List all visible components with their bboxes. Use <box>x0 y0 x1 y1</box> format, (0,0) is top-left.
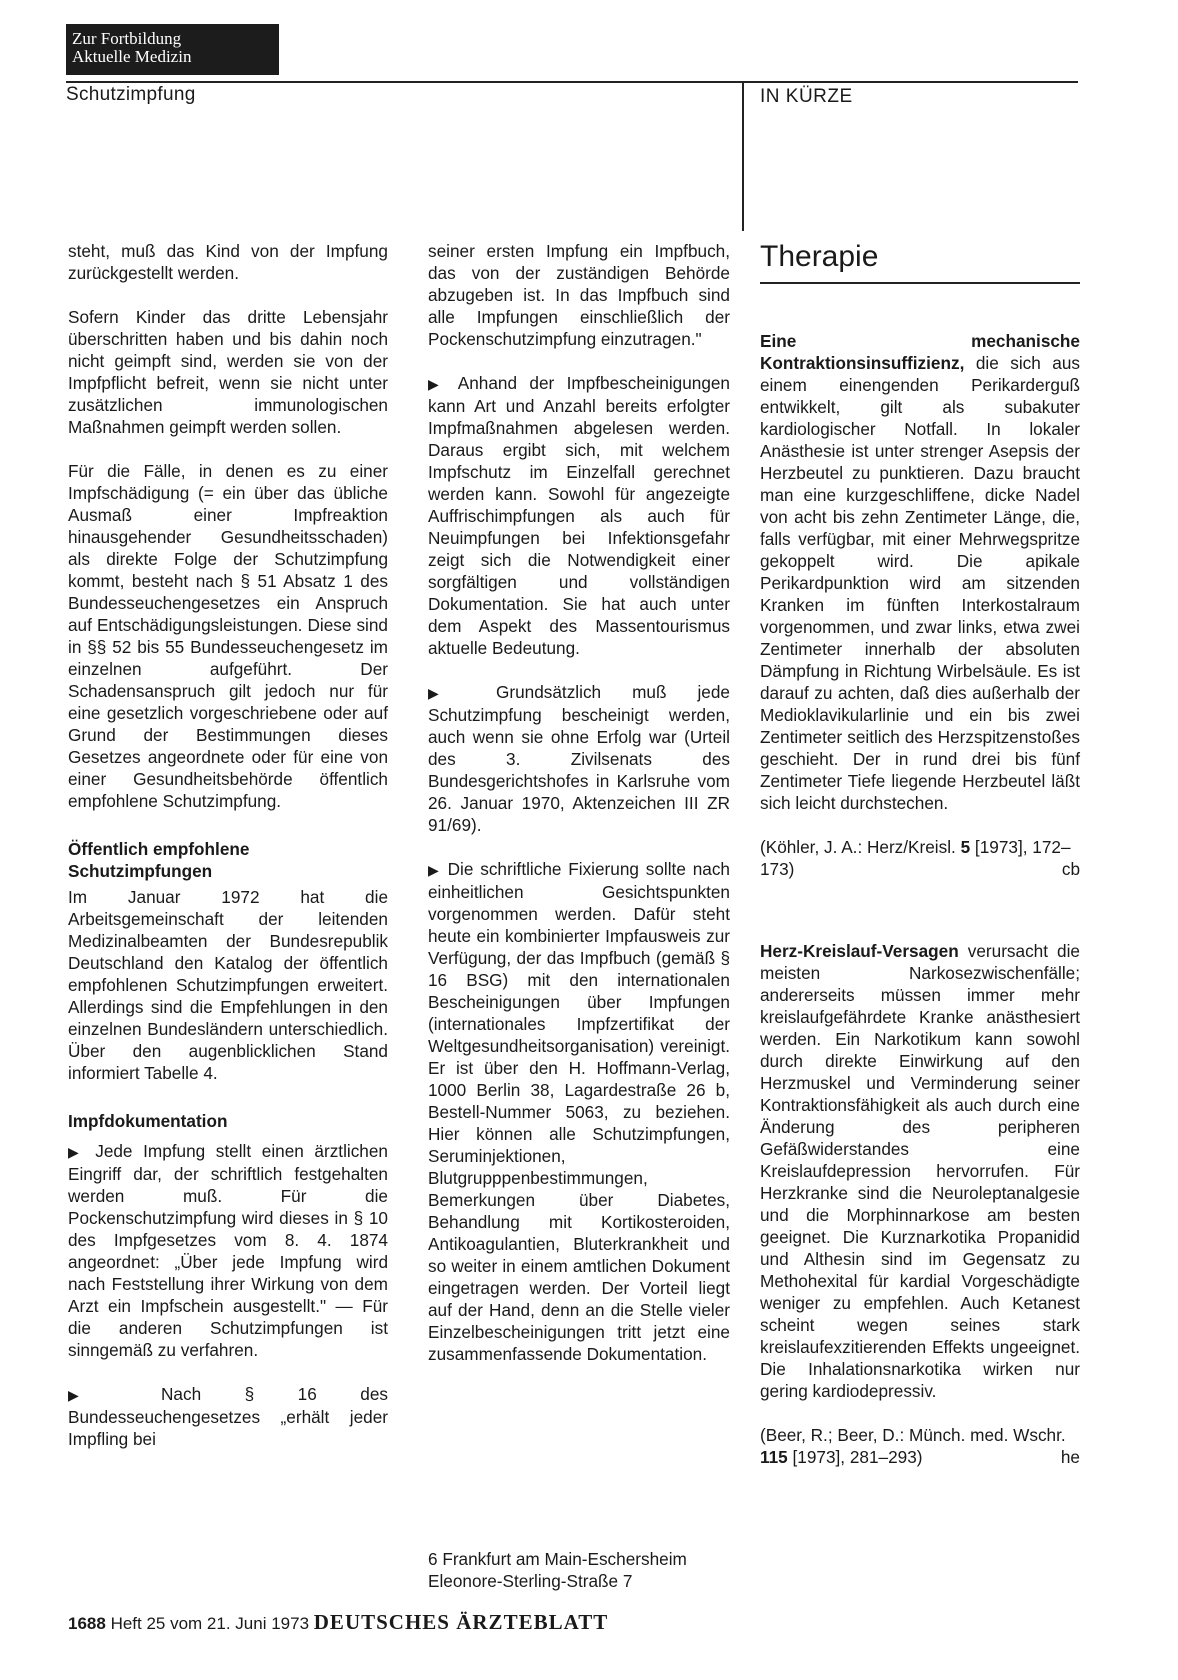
rubric-box <box>66 24 279 75</box>
reference: (Köhler, J. A.: Herz/Kreisl. 5 [1973], 172–173) cb <box>760 836 1080 879</box>
paragraph: Eine mechanische Kontraktionsinsuffizienz, die sich aus einem einengenden Perikarderguß entwikkelt, gilt als subakuter kardiologischer Notfall. In lokaler Anästhesie ist unter strenger Asepsis der Herzbeutel zu punktieren. Dazu braucht man eine kurzgeschliffene, dicke Nadel von acht bis zehn Zentimeter Länge, die, falls verfügbar, mit einer Mehrwegspritze gekoppelt wird. Die apikale Perikardpunktion wird am sitzenden Kranken im fünften Interkostalraum vorgenommen, und zwar links, etwa zwei Zentimeter innerhalb der absoluten Dämpfung in Richtung Wirbelsäule. Es ist darauf zu achten, daß dies außerhalb der Medioklavikularlinie und ein bis zwei Zentimeter seitlich des Herzspitzenstoßes geschieht. Der in rund drei bis fünf Zentimeter Tiefe liegende Herzbeutel läßt sich leicht durchstechen. <box>760 330 1080 813</box>
paragraph: steht, muß das Kind von der Impfung zurückgestellt werden. <box>68 241 388 283</box>
paragraph: Herz-Kreislauf-Versagen verursacht die meisten Narkosezwischenfälle; andererseits müssen immer mehr kreislaufgefährdete Kranke anästhesiert werden. Ein Narkotikum kann sowohl durch direkte Einwirkung auf den Herzmuskel und Verminderung seiner Kontraktionsfähigkeit als auch durch eine Änderung des peripheren Gefäßwiderstandes eine Kreislaufdepression hervorrufen. Für Herzkranke sind die Neuroleptanalgesie und die Morphinnarkose am besten geeignet. Die Kurznarkotika Propanidid und Althesin sind im Gegensatz zu Methohexital für kardial Vorgeschädigte weniger zu empfehlen. Auch Ketanest scheint wegen seines stark kreislaufexzitierenden Effekts ungeeignet. Die Inhalationsnarkotika wirken nur gering kardiodepressiv. <box>760 940 1080 1401</box>
paragraph: seiner ersten Impfung ein Impfbuch, das von der zuständigen Behörde abzugeben ist. In das Impfbuch sind alle Impfungen einschließlich der Pockenschutzimpfung einzutragen." <box>428 241 730 349</box>
bullet-triangle-icon: ▶ <box>428 685 465 701</box>
bullet-triangle-icon: ▶ <box>68 1144 85 1160</box>
paragraph: ▶ Die schriftliche Fixierung sollte nach einheitlichen Gesichtspunkten vorgenommen werden. Dafür steht heute ein kombinierter Impfausweis zur Verfügung, der das Impfbuch (gemäß § 16 BSG) mit den internationalen Bescheinigungen über Impfungen (internationales Impfzertifikat der Weltgesundheitsorganisation) vereinigt. Er ist über den H. Hoffmann-Verlag, 1000 Berlin 38, Lagardestraße 26 b, Bestell-Nummer 5063, zu beziehen. Hier können alle Schutzimpfungen, Seruminjektionen, Blutgrupppenbestimmungen, Bemerkungen über Diabetes, Behandlung mit Kortikosteroiden, Antikoagulantien, Bluterkrankheit und so weiter in einem amtlichen Dokument eingetragen werden. Der Vorteil liegt auf der Hand, denn an die Stelle vieler Einzelbescheinigungen tritt jetzt eine zusammenfassende Dokumentation. <box>428 859 730 1364</box>
paragraph: ▶ Nach § 16 des Bundesseuchengesetzes „erhält jeder Impfling bei <box>68 1384 388 1449</box>
reference: (Beer, R.; Beer, D.: Münch. med. Wschr. 115 [1973], 281–293) he <box>760 1424 1080 1467</box>
rubric-line-1: Zur Fortbildung <box>72 29 182 48</box>
therapie-rule <box>760 282 1080 284</box>
column-1 <box>68 240 388 1472</box>
paragraph: Sofern Kinder das dritte Lebensjahr überschritten haben und bis dahin noch nicht geimpft sind, werden sie von der Impfpflicht befreit, wenn sie nicht unter zusätzlichen immunologischen Maßnahmen geimpft werden sollen. <box>68 307 388 437</box>
header-rule <box>66 81 1078 83</box>
kurz-label: IN KÜRZE <box>760 86 853 107</box>
magazine-name: DEUTSCHES ÄRZTEBLATT <box>313 1610 609 1634</box>
subheading: Impfdokumentation <box>68 1111 228 1131</box>
bullet-triangle-icon: ▶ <box>428 862 441 878</box>
bullet-triangle-icon: ▶ <box>68 1387 118 1403</box>
address-line-2: Eleonore-Sterling-Straße 7 <box>428 1571 633 1591</box>
therapie-heading: Therapie <box>760 240 879 273</box>
rubric-line-2: Aktuelle Medizin <box>72 47 192 66</box>
section-label: Schutzimpfung <box>66 84 196 105</box>
paragraph: Im Januar 1972 hat die Arbeitsgemeinschaft der leitenden Medizinalbeamten der Bundesrepublik Deutschland den Katalog der öffentlich empfohlenen Schutzimpfungen erweitert. Allerdings sind die Empfehlungen in den einzelnen Bundesländern unterschiedlich. Über den augenblicklichen Stand informiert Tabelle 4. <box>68 887 388 1083</box>
issue-info: Heft 25 vom 21. Juni 1973 <box>110 1614 310 1633</box>
address-line-1: 6 Frankfurt am Main-Eschersheim <box>428 1549 687 1569</box>
author-address <box>428 1548 730 1592</box>
column-3 <box>760 240 1080 1490</box>
paragraph: Für die Fälle, in denen es zu einer Impfschädigung (= ein über das übliche Ausmaß einer Impfreaktion hinausgehender Gesundheitsschaden) als direkte Folge der Schutzimpfung kommt, besteht nach § 51 Absatz 1 des Bundesseuchengesetzes ein Anspruch auf Entschädigungsleistungen. Diese sind in §§ 52 bis 55 Bundesseuchengesetz im einzelnen aufgeführt. Der Schadensanspruch gilt jedoch nur für eine gesetzlich vorgeschriebene oder auf Grund der Bestimmungen dieses Gesetzes angeordnete oder für eine von einer Gesundheitsbehörde öffentlich empfohlene Schutzimpfung. <box>68 461 388 811</box>
page-number: 1688 <box>68 1614 106 1633</box>
column-divider <box>742 81 744 231</box>
column-2 <box>428 240 730 1387</box>
page-footer <box>68 1610 608 1635</box>
subheading: Öffentlich empfohlene Schutzimpfungen <box>68 839 250 881</box>
paragraph: ▶ Anhand der Impfbescheinigungen kann Art und Anzahl bereits erfolgter Impfmaßnahmen abgelesen werden. Daraus ergibt sich, mit welchem Impfschutz im Einzelfall gerechnet werden kann. Sowohl für angezeigte Auffrischimpfungen als auch für Neuimpfungen bei Infektionsgefahr zeigt sich die Notwendigkeit einer sorgfältigen und vollständigen Dokumentation. Sie hat auch unter dem Aspekt des Massentourismus aktuelle Bedeutung. <box>428 373 730 658</box>
paragraph: ▶ Grundsätzlich muß jede Schutzimpfung bescheinigt werden, auch wenn sie ohne Erfolg war (Urteil des 3. Zivilsenats des Bundesgerichtshofes in Karlsruhe vom 26. Januar 1970, Aktenzeichen III ZR 91/69). <box>428 682 730 835</box>
paragraph: ▶ Jede Impfung stellt einen ärztlichen Eingriff dar, der schriftlich festgehalten werden muß. Für die Pockenschutzimpfung wird dieses in § 10 des Impfgesetzes vom 8. 4. 1874 angeordnet: „Über jede Impfung wird nach Feststellung ihrer Wirkung von dem Arzt ein Impfschein ausgestellt." — Für die anderen Schutzimpfungen ist sinngemäß zu verfahren. <box>68 1141 388 1360</box>
bullet-triangle-icon: ▶ <box>428 376 447 392</box>
